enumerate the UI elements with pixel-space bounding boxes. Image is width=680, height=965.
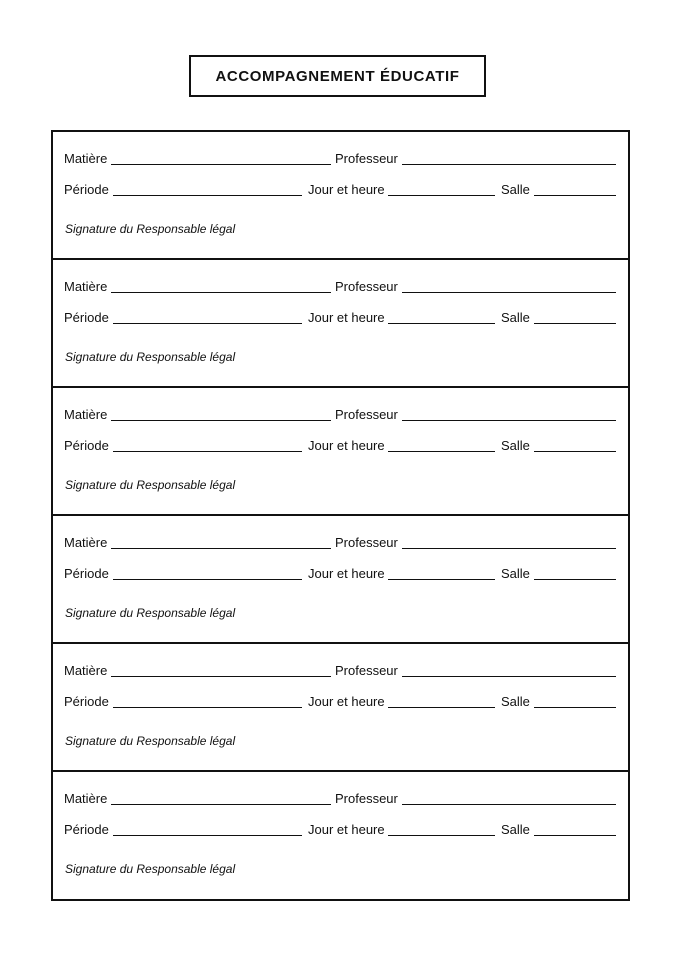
period-time-room-row [64,566,617,582]
period-label: Période [64,182,109,197]
subject-teacher-row [64,407,617,423]
period-label: Période [64,694,109,709]
form-sheet [51,130,630,901]
period-field[interactable] [113,579,302,580]
subject-label: Matière [64,535,108,550]
period-time-room-row [64,822,617,838]
teacher-label: Professeur [335,663,398,678]
room-label: Salle [501,438,530,453]
subject-field[interactable] [111,292,331,293]
subject-teacher-row [64,791,617,807]
day-time-field[interactable] [388,579,495,580]
room-label: Salle [501,694,530,709]
room-label: Salle [501,822,530,837]
day-time-label: Jour et heure [308,822,385,837]
period-label: Période [64,438,109,453]
signature-label: Signature du Responsable légal [65,734,236,748]
subject-field[interactable] [111,676,331,677]
teacher-field[interactable] [402,676,616,677]
day-time-field[interactable] [388,195,495,196]
day-time-label: Jour et heure [308,438,385,453]
form-block [53,644,628,772]
subject-field[interactable] [111,164,331,165]
title-box [189,55,486,97]
teacher-label: Professeur [335,151,398,166]
signature-label: Signature du Responsable légal [65,862,236,876]
signature-label: Signature du Responsable légal [65,222,236,236]
teacher-field[interactable] [402,164,616,165]
teacher-field[interactable] [402,804,616,805]
subject-label: Matière [64,663,108,678]
period-time-room-row [64,182,617,198]
teacher-field[interactable] [402,548,616,549]
teacher-label: Professeur [335,535,398,550]
room-field[interactable] [534,323,616,324]
room-field[interactable] [534,835,616,836]
period-time-room-row [64,694,617,710]
subject-teacher-row [64,535,617,551]
day-time-label: Jour et heure [308,694,385,709]
period-field[interactable] [113,323,302,324]
teacher-label: Professeur [335,791,398,806]
day-time-label: Jour et heure [308,566,385,581]
room-field[interactable] [534,579,616,580]
day-time-label: Jour et heure [308,182,385,197]
room-label: Salle [501,182,530,197]
period-time-room-row [64,438,617,454]
day-time-field[interactable] [388,835,495,836]
day-time-field[interactable] [388,451,495,452]
teacher-field[interactable] [402,420,616,421]
period-field[interactable] [113,195,302,196]
form-block [53,388,628,516]
subject-field[interactable] [111,420,331,421]
period-field[interactable] [113,835,302,836]
document-title: ACCOMPAGNEMENT ÉDUCATIF [215,67,460,85]
room-field[interactable] [534,195,616,196]
teacher-label: Professeur [335,407,398,422]
subject-teacher-row [64,279,617,295]
form-block [53,516,628,644]
signature-label: Signature du Responsable légal [65,478,236,492]
period-label: Période [64,310,109,325]
signature-label: Signature du Responsable légal [65,350,236,364]
room-label: Salle [501,566,530,581]
room-field[interactable] [534,707,616,708]
room-label: Salle [501,310,530,325]
day-time-label: Jour et heure [308,310,385,325]
room-field[interactable] [534,451,616,452]
subject-label: Matière [64,407,108,422]
subject-label: Matière [64,279,108,294]
period-field[interactable] [113,707,302,708]
period-time-room-row [64,310,617,326]
signature-label: Signature du Responsable légal [65,606,236,620]
form-block [53,132,628,260]
subject-field[interactable] [111,804,331,805]
teacher-label: Professeur [335,279,398,294]
teacher-field[interactable] [402,292,616,293]
period-field[interactable] [113,451,302,452]
form-block [53,772,628,900]
subject-teacher-row [64,663,617,679]
subject-label: Matière [64,151,108,166]
period-label: Période [64,566,109,581]
form-block [53,260,628,388]
day-time-field[interactable] [388,323,495,324]
subject-field[interactable] [111,548,331,549]
subject-teacher-row [64,151,617,167]
period-label: Période [64,822,109,837]
subject-label: Matière [64,791,108,806]
day-time-field[interactable] [388,707,495,708]
